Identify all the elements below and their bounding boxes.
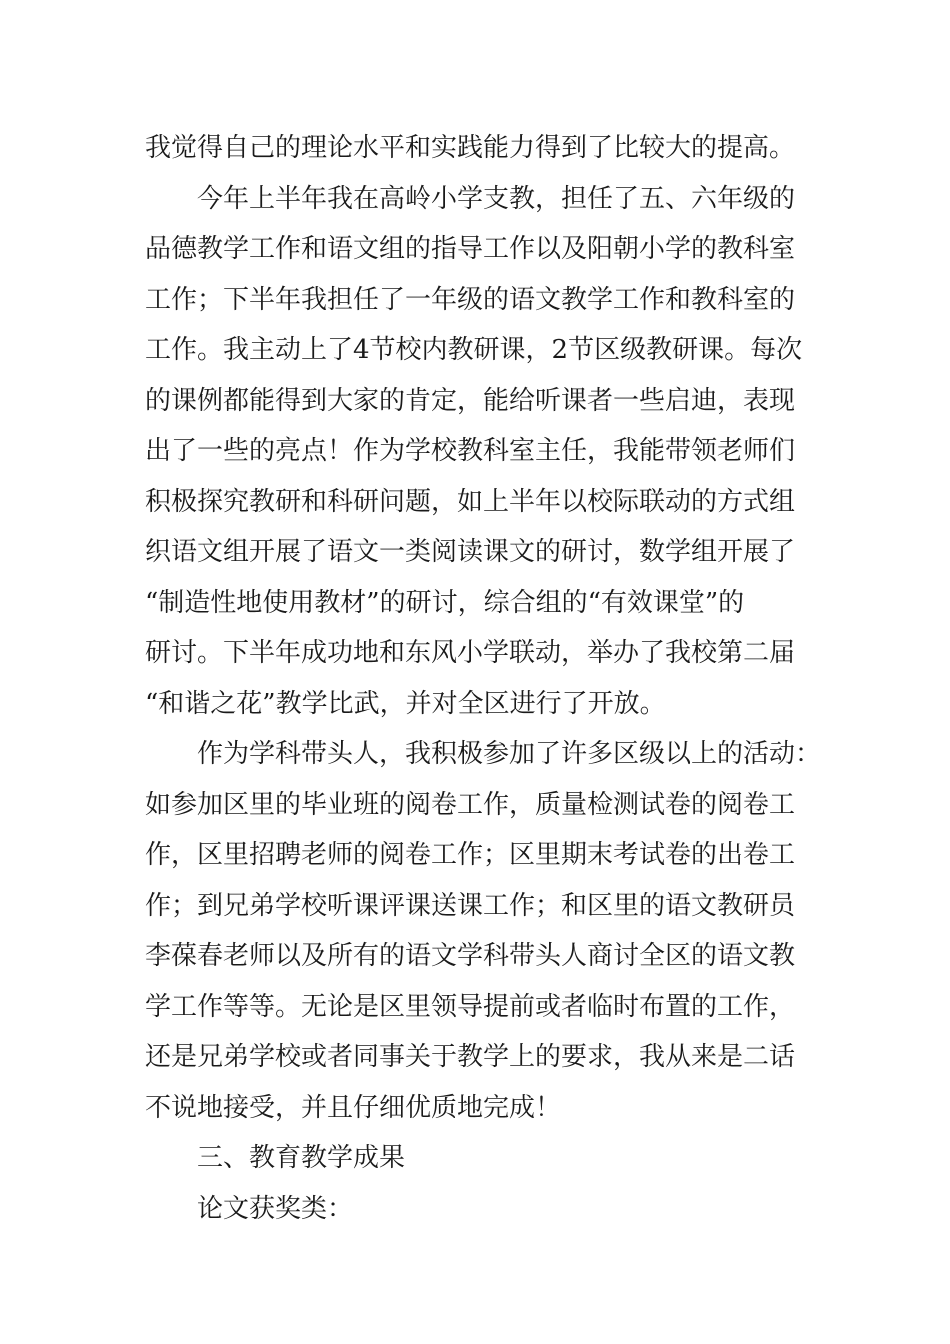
text-line: 不说地接受，并且仔细优质地完成！ bbox=[145, 1093, 562, 1123]
text-line: 积极探究教研和科研问题，如上半年以校际联动的方式组 bbox=[145, 487, 796, 517]
text-line: 出了一些的亮点！作为学校教科室主任，我能带领老师们 bbox=[145, 436, 796, 466]
text-line: 李葆春老师以及所有的语文学科带头人商讨全区的语文教 bbox=[145, 941, 796, 971]
paragraph-first-line: 作为学科带头人，我积极参加了许多区级以上的活动： bbox=[197, 739, 822, 769]
subsection-heading: 论文获奖类： bbox=[197, 1194, 354, 1224]
paragraph-first-line: 今年上半年我在高岭小学支教，担任了五、六年级的 bbox=[197, 184, 796, 214]
text-line: 工作；下半年我担任了一年级的语文教学工作和教科室的 bbox=[145, 285, 796, 315]
text-line: 如参加区里的毕业班的阅卷工作，质量检测试卷的阅卷工 bbox=[145, 790, 796, 820]
text-line: 作；到兄弟学校听课评课送课工作；和区里的语文教研员 bbox=[145, 891, 796, 921]
text-line: 我觉得自己的理论水平和实践能力得到了比较大的提高。 bbox=[145, 133, 796, 163]
section-heading: 三、教育教学成果 bbox=[197, 1143, 406, 1173]
text-line: 研讨。下半年成功地和东风小学联动，举办了我校第二届 bbox=[145, 638, 796, 668]
text-line: 工作。我主动上了4节校内教研课，2节区级教研课。每次 bbox=[145, 335, 803, 365]
text-line: 作，区里招聘老师的阅卷工作；区里期末考试卷的出卷工 bbox=[145, 840, 796, 870]
text-line: 学工作等等。无论是区里领导提前或者临时布置的工作， bbox=[145, 992, 796, 1022]
text-line: 的课例都能得到大家的肯定，能给听课者一些启迪，表现 bbox=[145, 386, 796, 416]
text-line: 还是兄弟学校或者同事关于教学上的要求，我从来是二话 bbox=[145, 1042, 796, 1072]
text-line: “和谐之花”教学比武，并对全区进行了开放。 bbox=[145, 689, 666, 719]
text-line: 织语文组开展了语文一类阅读课文的研讨，数学组开展了 bbox=[145, 537, 796, 567]
text-line: 品德教学工作和语文组的指导工作以及阳朝小学的教科室 bbox=[145, 234, 796, 264]
text-line: “制造性地使用教材”的研讨，综合组的“有效课堂”的 bbox=[145, 588, 745, 618]
